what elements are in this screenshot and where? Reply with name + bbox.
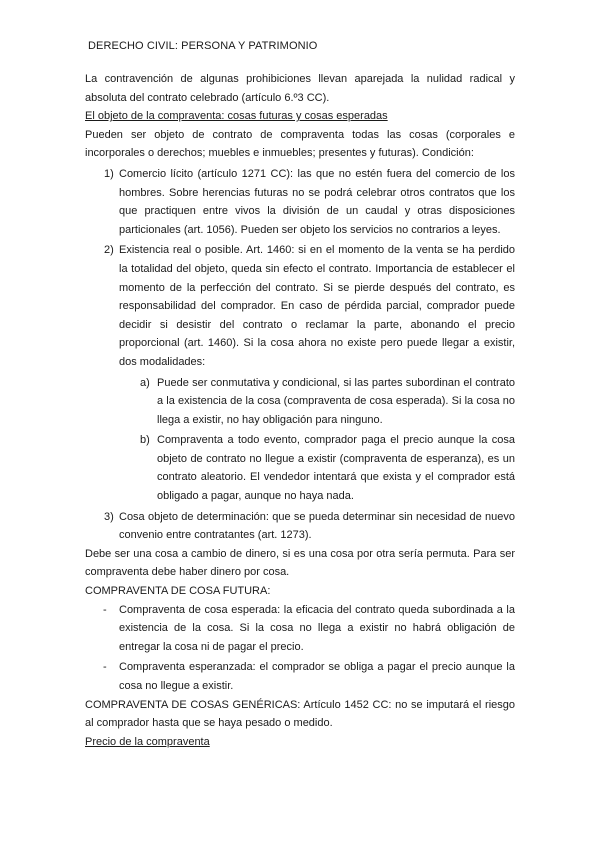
dash-item-text: Compraventa de cosa esperada: la eficacia del contrato queda subordinada a la existencia de la cosa. Si la cosa no llega a existir no habrá obligación de entregar la cosa ni de pagar el precio. — [119, 603, 515, 653]
list-item-text: Existencia real o posible. Art. 1460: si en el momento de la venta se ha perdido la totalidad del objeto, queda sin efecto el contrato. Importancia de establecer el momento de la perfección del contrato. Si se pierde después del contrato, es responsabilidad del comprador. En caso de pérdida parcial, comprador puede decidir si desistir del contrato o reclamar la parte, abonando el precio proporcional (art. 1460). Si la cosa ahora no existe pero puede llegar a existir, dos modalidades: — [119, 244, 515, 368]
dash-item-text: Compraventa esperanzada: el comprador se obliga a pagar el precio aunque la cosa no llegue a existir. — [119, 661, 515, 692]
list-number: 3) — [104, 510, 114, 523]
list-item — [85, 165, 515, 239]
list-item-text: Comercio lícito (artículo 1271 CC): las que no estén fuera del comercio de los hombres. Sobre herencias futuras no se podrá celebrar otros contratos que los que practiquen entre vivos la división de un caudal y otras disposiciones particionales (art. 1056). Pueden ser objeto los servicios no contrarios a leyes. — [119, 167, 515, 236]
list-item — [85, 241, 515, 371]
list-number: 1) — [104, 167, 114, 180]
section-heading-precio: Precio de la compraventa — [85, 735, 210, 748]
paragraph-objeto: Pueden ser objeto de contrato de compraventa todas las cosas (corporales e incorporales o derechos; muebles e inmuebles; presentes y futuras). Condición: — [85, 128, 515, 160]
section-heading-cosa-futura: COMPRAVENTA DE COSA FUTURA: — [85, 585, 271, 598]
sub-list-letter: a) — [140, 376, 150, 389]
document-body — [85, 70, 515, 751]
dash-list-item — [85, 658, 515, 695]
sub-list-letter: b) — [140, 434, 150, 447]
paragraph-cosas-genericas: COMPRAVENTA DE COSAS GENÉRICAS: Artículo 1452 CC: no se imputará el riesgo al comprador hasta que se haya pesado o medido. — [85, 698, 515, 730]
paragraph-nulidad: La contravención de algunas prohibiciones llevan aparejada la nulidad radical y absoluta del contrato celebrado (artículo 6.º3 CC). — [85, 73, 515, 104]
sub-list-item — [85, 374, 515, 430]
section-heading-objeto: El objeto de la compraventa: cosas futuras y cosas esperadas — [85, 110, 388, 123]
list-item — [85, 508, 515, 545]
list-number: 2) — [104, 244, 114, 257]
sub-list-item-text: Puede ser conmutativa y condicional, si las partes subordinan el contrato a la existencia de la cosa (compraventa de cosa esperada). Si la cosa no llega a existir, no hay obligación para ninguno. — [157, 376, 515, 426]
dash-marker: - — [103, 661, 107, 674]
dash-marker: - — [103, 603, 107, 616]
list-item-text: Cosa objeto de determinación: que se pueda determinar sin necesidad de nuevo convenio entre contratantes (art. 1273). — [119, 510, 515, 542]
page-header: DERECHO CIVIL: PERSONA Y PATRIMONIO — [88, 40, 318, 52]
sub-list-item — [85, 431, 515, 505]
paragraph-dinero: Debe ser una cosa a cambio de dinero, si es una cosa por otra sería permuta. Para ser compraventa debe haber dinero por cosa. — [85, 547, 515, 579]
dash-list-item — [85, 601, 515, 657]
sub-list-item-text: Compraventa a todo evento, comprador paga el precio aunque la cosa objeto de contrato no llegue a existir (compraventa de esperanza), es un contrato aleatorio. El vendedor intentará que exista y el comprador está obligado a pagar, aunque no haya nada. — [157, 434, 515, 503]
